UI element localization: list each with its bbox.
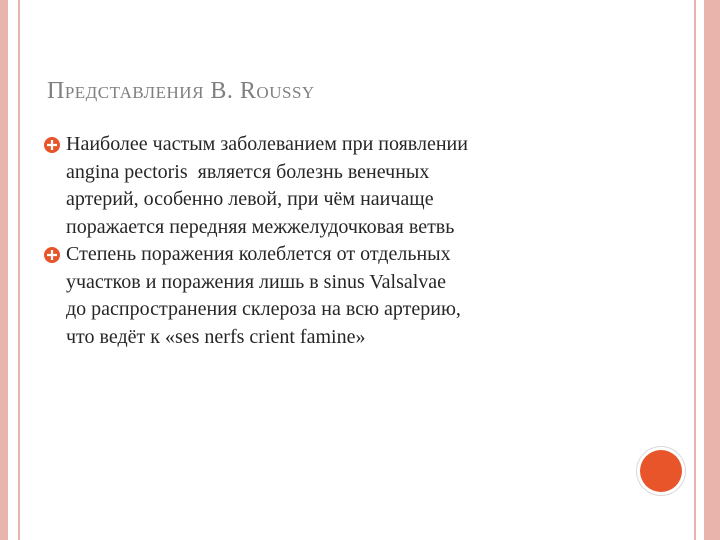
bullet-line: angina pectoris является болезнь венечных <box>66 160 430 183</box>
plus-bullet-icon <box>44 247 60 263</box>
slide-title: Представления B. Roussy <box>47 78 315 104</box>
bullet-list <box>44 131 644 351</box>
right-border-inner <box>694 0 696 540</box>
bullet-item <box>44 131 644 241</box>
plus-bullet-icon <box>44 137 60 153</box>
left-border-inner <box>18 0 20 540</box>
bullet-line: до распространения склероза на всю артерию, <box>66 298 461 320</box>
bullet-item <box>44 241 644 351</box>
right-border-outer <box>704 0 720 540</box>
bullet-line: Степень поражения колеблется от отдельных <box>66 243 451 265</box>
bullet-line: Наиболее частым заболеванием при появлении <box>66 133 468 155</box>
left-border-outer <box>0 0 8 540</box>
bullet-line: участков и поражения лишь в sinus Valsalvae <box>66 270 447 293</box>
corner-circle-decoration <box>640 450 682 492</box>
bullet-line: что ведёт к «ses nerfs crient famine» <box>66 325 366 348</box>
bullet-line: поражается передняя межжелудочковая ветвь <box>66 215 455 238</box>
bullet-line: артерий, особенно левой, при чём наичаще <box>66 188 434 210</box>
